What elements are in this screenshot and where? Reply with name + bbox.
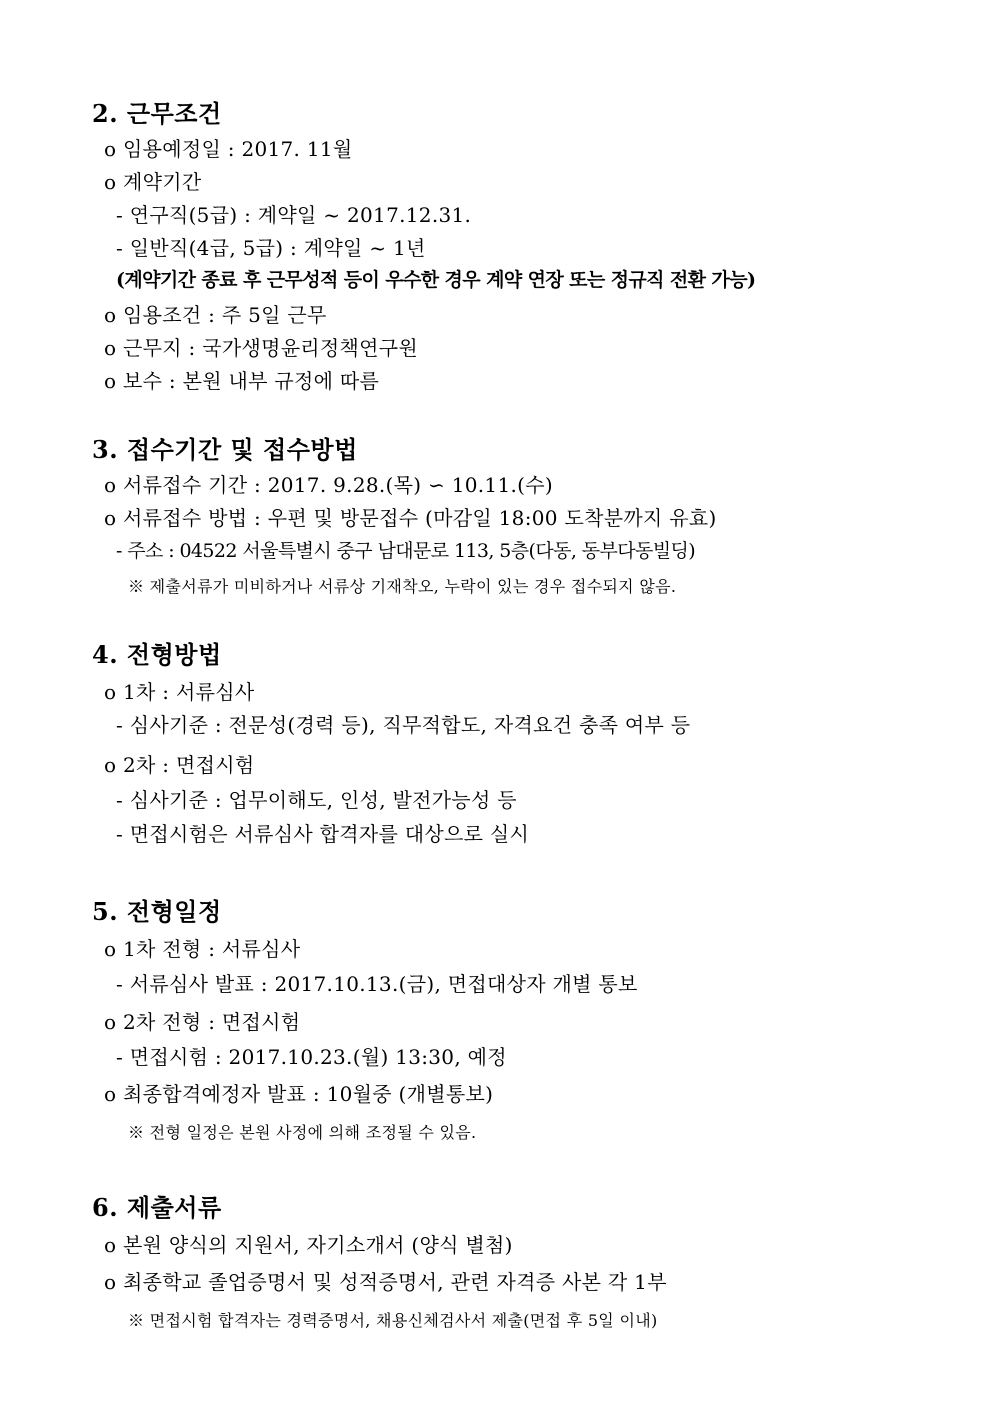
notice-text: ※ 전형 일정은 본원 사정에 의해 조정될 수 있음. xyxy=(128,1123,477,1142)
sub-list-item: - 심사기준 : 업무이해도, 인성, 발전가능성 등 xyxy=(116,788,517,812)
sub-list-item: - 서류심사 발표 : 2017.10.13.(금), 면접대상자 개별 통보 xyxy=(116,972,638,996)
sub-list-item: - 심사기준 : 전문성(경력 등), 직무적합도, 자격요건 충족 여부 등 xyxy=(116,713,691,737)
contract-extension-note: (계약기간 종료 후 근무성적 등이 우수한 경우 계약 연장 또는 정규직 전환 가능) xyxy=(116,269,756,291)
section-heading: 3. 접수기간 및 접수방법 xyxy=(92,435,358,464)
sub-list-item: - 면접시험은 서류심사 합격자를 대상으로 실시 xyxy=(116,822,530,846)
list-item: o 서류접수 방법 : 우편 및 방문접수 (마감일 18:00 도착분까지 유효) xyxy=(104,506,717,530)
list-item: o 근무지 : 국가생명윤리정책연구원 xyxy=(104,336,419,360)
section-heading: 2. 근무조건 xyxy=(92,99,222,128)
list-item: o 임용조건 : 주 5일 근무 xyxy=(104,303,327,327)
list-item: o 2차 : 면접시험 xyxy=(104,753,255,777)
list-item: o 서류접수 기간 : 2017. 9.28.(목) ∽ 10.11.(수) xyxy=(104,473,553,497)
section-heading: 5. 전형일정 xyxy=(92,897,222,926)
notice-text: ※ 제출서류가 미비하거나 서류상 기재착오, 누락이 있는 경우 접수되지 않음. xyxy=(128,577,677,596)
list-item: o 1차 : 서류심사 xyxy=(104,680,255,704)
section-heading: 6. 제출서류 xyxy=(92,1193,222,1222)
list-item: o 보수 : 본원 내부 규정에 따름 xyxy=(104,369,380,393)
list-item: o 계약기간 xyxy=(104,170,202,194)
list-item: o 최종학교 졸업증명서 및 성적증명서, 관련 자격증 사본 각 1부 xyxy=(104,1270,667,1294)
list-item: o 임용예정일 : 2017. 11월 xyxy=(104,137,353,161)
list-item: o 2차 전형 : 면접시험 xyxy=(104,1010,301,1034)
list-item: o 최종합격예정자 발표 : 10월중 (개별통보) xyxy=(104,1082,494,1106)
section-heading: 4. 전형방법 xyxy=(92,640,222,669)
sub-list-item: - 일반직(4급, 5급) : 계약일 ~ 1년 xyxy=(116,236,426,260)
list-item: o 본원 양식의 지원서, 자기소개서 (양식 별첨) xyxy=(104,1233,513,1257)
notice-text: ※ 면접시험 합격자는 경력증명서, 채용신체검사서 제출(면접 후 5일 이내) xyxy=(128,1311,658,1330)
sub-list-item: - 면접시험 : 2017.10.23.(월) 13:30, 예정 xyxy=(116,1045,507,1069)
list-item: o 1차 전형 : 서류심사 xyxy=(104,937,301,961)
address-line: - 주소 : 04522 서울특별시 중구 남대문로 113, 5층(다동, 동부다동빌딩) xyxy=(116,540,696,562)
sub-list-item: - 연구직(5급) : 계약일 ~ 2017.12.31. xyxy=(116,203,472,227)
